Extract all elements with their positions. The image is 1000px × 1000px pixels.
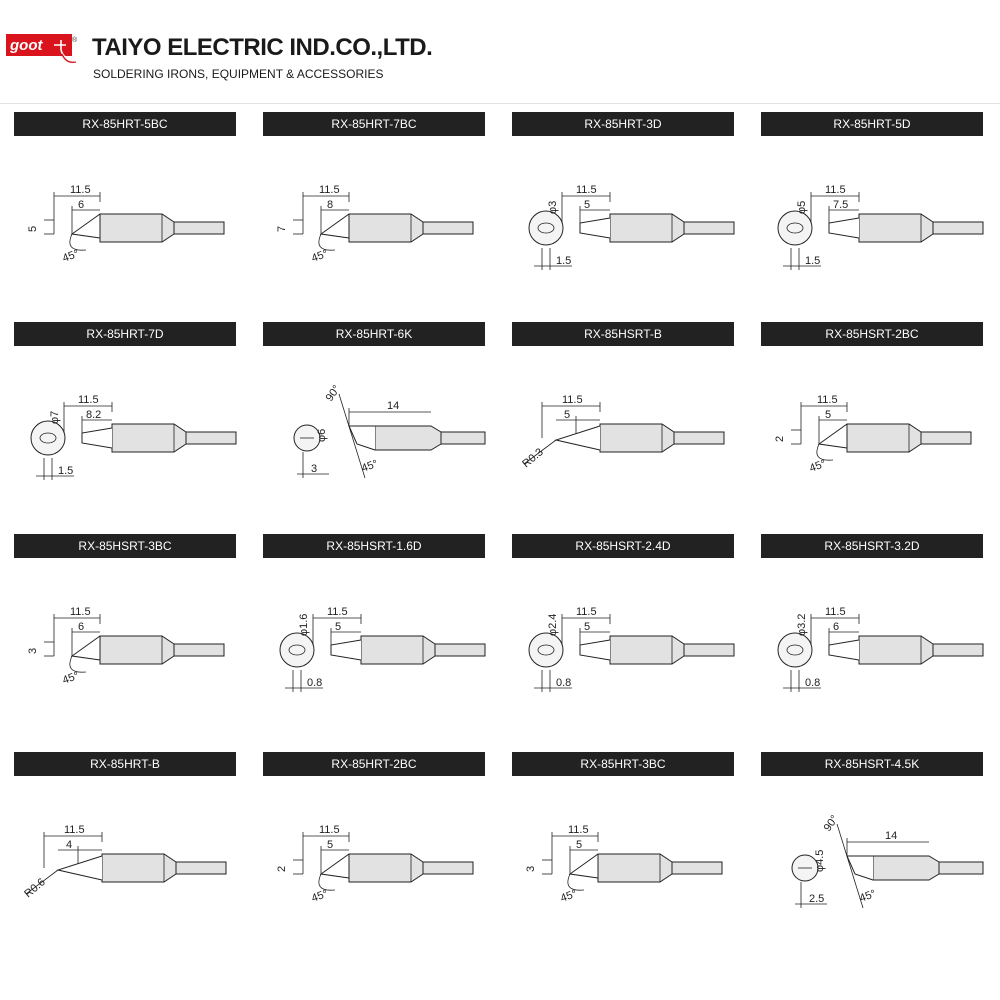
tip-shaft	[423, 222, 473, 234]
tip-model-label: RX-85HRT-3BC	[512, 752, 734, 776]
tip-model-label: RX-85HRT-3D	[512, 112, 734, 136]
bevel-face	[72, 214, 100, 238]
tip-card	[14, 112, 250, 308]
tip-sleeve	[873, 856, 939, 880]
company-name: TAIYO ELECTRIC IND.CO.,LTD.	[92, 34, 433, 61]
goot-logo[interactable]	[6, 34, 78, 66]
tip-drawing	[263, 140, 487, 306]
tip-shaft	[672, 862, 722, 874]
tip-shaft	[921, 432, 971, 444]
dim-length-taper: 6	[78, 621, 85, 633]
conical-point	[58, 856, 102, 880]
tip-sleeve	[102, 854, 176, 882]
dim-length-taper: 8	[327, 199, 334, 211]
tip-card	[761, 112, 997, 308]
bevel-face	[321, 854, 349, 878]
tip-shaft	[174, 222, 224, 234]
tip-end-view	[280, 633, 314, 667]
chisel-face	[82, 428, 112, 448]
tip-sleeve	[112, 424, 186, 452]
dim-height: 3	[525, 865, 537, 872]
tip-shaft	[176, 862, 226, 874]
dim-angle: 45°	[309, 887, 330, 905]
angle-arc	[70, 234, 86, 250]
dim-diameter: φ2.4	[547, 613, 559, 636]
tip-sleeve	[100, 214, 174, 242]
dim-length-taper: 6	[78, 199, 85, 211]
dim-length-taper: 5	[825, 409, 832, 421]
tip-sleeve	[610, 636, 684, 664]
dim-length-overall: 11.5	[825, 184, 846, 196]
tip-shaft	[186, 432, 236, 444]
tip-card	[761, 752, 997, 948]
tip-shaft	[174, 644, 224, 656]
tip-model-label: RX-85HSRT-3.2D	[761, 534, 983, 558]
tip-shaft	[933, 222, 983, 234]
bevel-face	[819, 424, 847, 448]
dim-diameter: φ4.5	[814, 849, 826, 872]
tip-end-view	[778, 211, 812, 245]
dim-blade-thickness: 2.5	[809, 893, 825, 905]
tip-drawing	[14, 350, 238, 516]
tip-card	[263, 112, 499, 308]
dim-radius: R0.6	[22, 876, 48, 901]
tip-card	[512, 752, 748, 948]
dim-angle-secondary: 90°	[821, 813, 842, 834]
tip-drawing	[14, 562, 238, 728]
tip-shaft	[933, 644, 983, 656]
angle-arc	[319, 874, 335, 890]
dim-height: 7	[276, 225, 288, 232]
dim-length-taper: 4	[66, 839, 73, 851]
tip-model-label: RX-85HRT-6K	[263, 322, 485, 346]
dim-height: 5	[27, 225, 39, 232]
dim-length-overall: 14	[387, 400, 400, 412]
company-tagline: SOLDERING IRONS, EQUIPMENT & ACCESSORIES	[93, 67, 384, 81]
tip-card	[263, 322, 499, 518]
tip-drawing	[512, 780, 736, 946]
dim-angle-secondary: 90°	[323, 383, 344, 404]
dim-length-overall: 11.5	[64, 824, 85, 836]
dim-length-overall: 11.5	[825, 606, 846, 618]
angle-arc	[70, 656, 86, 672]
tip-model-label: RX-85HSRT-2BC	[761, 322, 983, 346]
header-divider	[0, 103, 1000, 104]
dim-length-overall: 11.5	[576, 606, 597, 618]
tip-sleeve	[600, 424, 674, 452]
dim-length-overall: 14	[885, 830, 898, 842]
tip-model-label: RX-85HRT-2BC	[263, 752, 485, 776]
dim-face-width: 0.8	[556, 677, 572, 689]
angle-arc	[568, 874, 584, 890]
tip-shaft	[684, 222, 734, 234]
tip-card	[263, 752, 499, 948]
chisel-face	[331, 640, 361, 660]
dim-angle: 45°	[857, 887, 878, 905]
dim-angle: 45°	[359, 457, 380, 475]
tip-card	[761, 322, 997, 518]
chisel-face	[580, 218, 610, 238]
tip-card	[14, 752, 250, 948]
tip-drawing	[512, 140, 736, 306]
dim-length-taper: 5	[564, 409, 571, 421]
dim-length-taper: 5	[576, 839, 583, 851]
tip-card	[512, 534, 748, 730]
dim-angle: 45°	[60, 247, 81, 265]
tip-model-label: RX-85HRT-B	[14, 752, 236, 776]
dim-face-width: 1.5	[556, 255, 572, 267]
tip-end-view	[778, 633, 812, 667]
dim-diameter: φ3.2	[796, 613, 808, 636]
logo-text: goot	[10, 37, 43, 54]
dim-diameter: φ5	[796, 200, 808, 214]
dim-angle: 45°	[60, 669, 81, 687]
dim-height: 3	[27, 647, 39, 654]
registered-mark: ®	[72, 37, 78, 44]
header	[0, 0, 1000, 104]
tip-model-label: RX-85HSRT-4.5K	[761, 752, 983, 776]
dim-length-overall: 11.5	[817, 394, 838, 406]
tip-sleeve	[375, 426, 441, 450]
dim-angle: 45°	[558, 887, 579, 905]
dim-length-overall: 11.5	[319, 824, 340, 836]
dim-diameter: φ3	[547, 200, 559, 214]
dim-diameter: φ7	[49, 410, 61, 424]
tip-model-label: RX-85HRT-5BC	[14, 112, 236, 136]
tip-sleeve	[859, 214, 933, 242]
dim-length-taper: 5	[584, 621, 591, 633]
tip-model-label: RX-85HSRT-2.4D	[512, 534, 734, 558]
dim-face-width: 0.8	[307, 677, 323, 689]
tip-sleeve	[349, 854, 423, 882]
tip-sleeve	[361, 636, 435, 664]
dim-length-overall: 11.5	[576, 184, 597, 196]
tip-sleeve	[610, 214, 684, 242]
chisel-face	[829, 218, 859, 238]
dim-length-overall: 11.5	[78, 394, 99, 406]
dim-radius: R0.3	[520, 446, 546, 471]
tip-drawing	[263, 350, 487, 516]
tip-shaft	[684, 644, 734, 656]
chisel-face	[829, 640, 859, 660]
tip-sleeve	[859, 636, 933, 664]
dim-angle: 45°	[309, 247, 330, 265]
dim-angle: 45°	[807, 457, 828, 475]
bevel-face	[570, 854, 598, 878]
dim-length-taper: 5	[584, 199, 591, 211]
tip-drawing	[263, 780, 487, 946]
dim-height: 2	[276, 865, 288, 872]
tip-sleeve	[598, 854, 672, 882]
dim-length-overall: 11.5	[319, 184, 340, 196]
dim-length-taper: 8.2	[86, 409, 102, 421]
tip-model-label: RX-85HSRT-B	[512, 322, 734, 346]
dim-height: 2	[774, 435, 786, 442]
tip-card	[512, 112, 748, 308]
dim-length-overall: 11.5	[70, 606, 91, 618]
tip-card	[14, 322, 250, 518]
dim-length-overall: 11.5	[562, 394, 583, 406]
tip-shaft	[441, 432, 485, 444]
tip-model-label: RX-85HSRT-3BC	[14, 534, 236, 558]
dim-length-taper: 7.5	[833, 199, 849, 211]
conical-point	[556, 426, 600, 450]
dim-length-taper: 5	[327, 839, 334, 851]
tip-drawing	[512, 350, 736, 516]
bevel-face	[72, 636, 100, 660]
dim-length-taper: 6	[833, 621, 840, 633]
tip-card	[14, 534, 250, 730]
dim-face-width: 0.8	[805, 677, 821, 689]
tip-drawing	[263, 562, 487, 728]
tip-end-view	[529, 211, 563, 245]
tip-shaft	[435, 644, 485, 656]
angle-arc	[319, 234, 335, 250]
dim-diameter: φ6	[316, 428, 328, 442]
tip-drawing	[761, 780, 985, 946]
tip-model-label: RX-85HRT-7D	[14, 322, 236, 346]
tip-drawing	[761, 562, 985, 728]
tip-drawing	[761, 140, 985, 306]
tip-model-label: RX-85HSRT-1.6D	[263, 534, 485, 558]
tip-drawing	[14, 780, 238, 946]
tip-sleeve	[847, 424, 921, 452]
dim-length-overall: 11.5	[70, 184, 91, 196]
tip-card	[263, 534, 499, 730]
dim-length-taper: 5	[335, 621, 342, 633]
dim-face-width: 1.5	[805, 255, 821, 267]
tip-drawing	[761, 350, 985, 516]
tip-shaft	[939, 862, 983, 874]
dim-blade-thickness: 3	[311, 463, 318, 475]
tip-card	[512, 322, 748, 518]
tip-shaft	[423, 862, 473, 874]
tip-sleeve	[349, 214, 423, 242]
tip-model-label: RX-85HRT-5D	[761, 112, 983, 136]
chisel-face	[580, 640, 610, 660]
tip-shaft	[674, 432, 724, 444]
tip-sleeve	[100, 636, 174, 664]
dim-length-overall: 11.5	[568, 824, 589, 836]
dim-diameter: φ1.6	[298, 613, 310, 636]
tip-end-view	[31, 421, 65, 455]
tip-drawing	[14, 140, 238, 306]
bevel-face	[321, 214, 349, 238]
tip-card	[761, 534, 997, 730]
tip-end-view	[529, 633, 563, 667]
dim-length-overall: 11.5	[327, 606, 348, 618]
dim-face-width: 1.5	[58, 465, 74, 477]
tip-model-label: RX-85HRT-7BC	[263, 112, 485, 136]
tip-drawing	[512, 562, 736, 728]
angle-arc	[817, 444, 833, 460]
